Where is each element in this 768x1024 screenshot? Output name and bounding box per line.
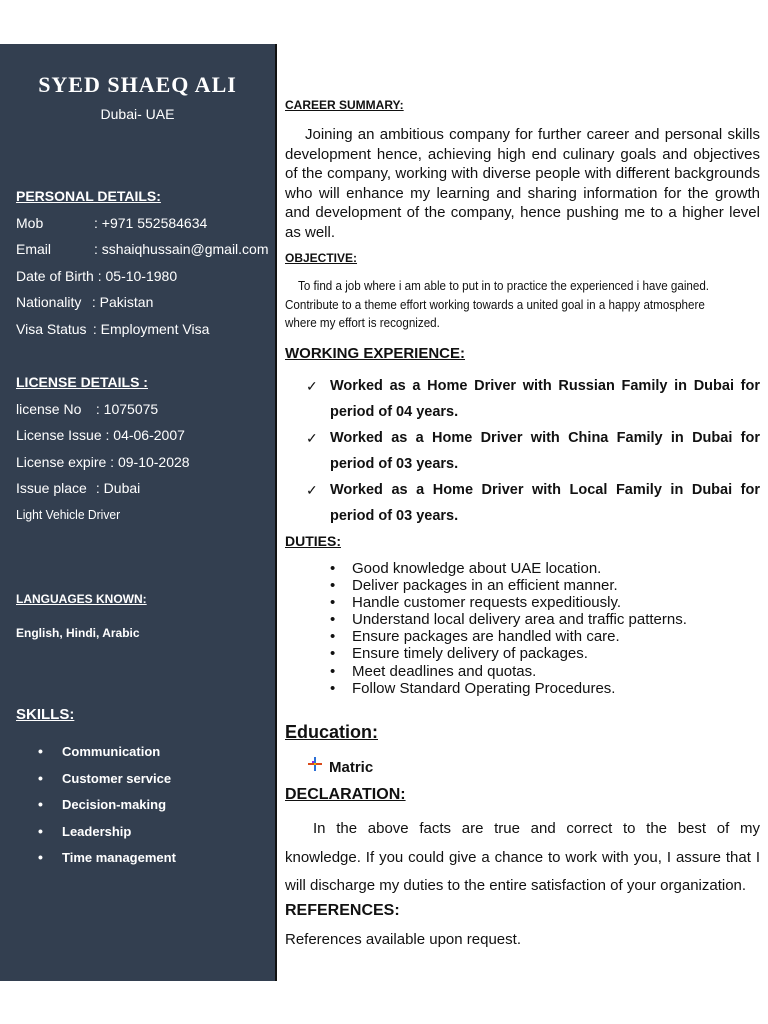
declaration-text: In the above facts are true and correct to the best of my knowledge. If you could give a chance to work with you, I assure that I will discharge my duties to the entire satisfaction of your organization.: [285, 820, 760, 894]
duties-list: [330, 560, 687, 697]
duty-item: • Understand local delivery area and traffic patterns.: [330, 611, 687, 628]
duty-item: • Deliver packages in an efficient manner.: [330, 577, 687, 594]
languages-heading: LANGUAGES KNOWN:: [16, 592, 147, 606]
checkmark-icon: ✓: [306, 482, 318, 498]
duty-item: • Ensure packages are handled with care.: [330, 628, 687, 645]
languages-value: English, Hindi, Arabic: [16, 626, 140, 640]
personal-details-heading: PERSONAL DETAILS:: [16, 188, 161, 204]
personal-label: Date of Birth: [16, 268, 94, 284]
license-value: 1075075: [103, 401, 159, 417]
license-row: [16, 401, 158, 417]
skill-item: • Decision-making: [38, 797, 176, 824]
duty-item: • Follow Standard Operating Procedures.: [330, 680, 687, 697]
personal-sep: :: [94, 215, 102, 231]
experience-text: Worked as a Home Driver with Local Family in Dubai for period of 03 years.: [330, 482, 760, 524]
license-label: License Issue: [16, 427, 102, 443]
license-sep: :: [106, 454, 118, 470]
license-value: 09-10-2028: [117, 454, 190, 470]
skill-item: • Leadership: [38, 824, 176, 851]
license-label: License expire: [16, 454, 107, 470]
experience-item: [306, 425, 760, 477]
personal-sep: :: [94, 241, 102, 257]
objective-heading: OBJECTIVE:: [285, 251, 358, 265]
duty-item: • Meet deadlines and quotas.: [330, 663, 687, 680]
experience-text: Worked as a Home Driver with China Family in Dubai for period of 03 years.: [330, 430, 760, 472]
skill-item: • Customer service: [38, 771, 176, 798]
personal-sep: :: [93, 268, 106, 284]
license-row: [16, 454, 190, 470]
working-experience-heading: WORKING EXPERIENCE:: [285, 345, 466, 362]
skill-item: • Time management: [38, 850, 176, 877]
experience-item: [306, 477, 760, 529]
education-item: [307, 756, 373, 776]
duties-heading: DUTIES:: [285, 533, 341, 549]
personal-row: [16, 294, 153, 310]
personal-label: Mob: [16, 215, 44, 231]
license-label: license No: [16, 401, 82, 417]
education-heading: Education:: [285, 722, 378, 742]
skills-list: [38, 744, 176, 877]
license-note: Light Vehicle Driver: [16, 507, 121, 522]
declaration-heading: DECLARATION:: [285, 786, 406, 803]
personal-row: [16, 268, 177, 284]
checkmark-icon: ✓: [306, 430, 318, 446]
duty-item: • Ensure timely delivery of packages.: [330, 645, 687, 662]
skills-heading: SKILLS:: [16, 706, 75, 723]
career-summary-text: Joining an ambitious company for further career and personal skills development hence, achieving high end culinary goals and objectives of the company, working with diverse people with different backgrounds who will enhance my learning and sharing information for the growth and development of the company, hence pushing me to a higher level as well.: [285, 126, 760, 241]
license-value: Dubai: [103, 480, 141, 496]
license-row: [16, 427, 185, 443]
references-heading: REFERENCES:: [285, 902, 400, 919]
personal-value: 05-10-1980: [105, 268, 178, 284]
personal-value: Employment Visa: [100, 321, 210, 337]
star-cross-icon: [307, 756, 323, 776]
career-summary-heading: CAREER SUMMARY:: [285, 98, 404, 112]
references-text: References available upon request.: [285, 931, 521, 948]
objective-text: To find a job where i am able to put in to practice the experienced i have gained. Contribute to a theme effort working towards a united goal in a happy atmosphere where my effort is recognized.: [285, 279, 710, 330]
license-sep: :: [92, 401, 104, 417]
license-sep: :: [92, 480, 104, 496]
candidate-name: SYED SHAEQ ALI: [38, 72, 237, 97]
personal-sep: :: [88, 294, 100, 310]
license-sep: :: [101, 427, 114, 443]
personal-label: Email: [16, 241, 52, 257]
skill-item: • Communication: [38, 744, 176, 771]
duty-item: • Good knowledge about UAE location.: [330, 560, 687, 577]
experience-text: Worked as a Home Driver with Russian Family in Dubai for period of 04 years.: [330, 378, 760, 420]
license-value: 04-06-2007: [113, 427, 185, 443]
checkmark-icon: ✓: [306, 378, 318, 394]
personal-value: sshaiqhussain@gmail.com: [101, 241, 269, 257]
personal-label: Nationality: [16, 294, 82, 310]
experience-item: [306, 373, 760, 425]
license-label: Issue place: [16, 480, 87, 496]
personal-row: [16, 241, 269, 257]
column-divider: [275, 44, 277, 981]
experience-list: [306, 373, 760, 529]
personal-label: Visa Status: [16, 321, 87, 337]
education-text: Matric: [329, 759, 374, 776]
sidebar: [0, 44, 275, 981]
personal-row: [16, 215, 207, 231]
personal-sep: :: [89, 321, 101, 337]
personal-value: +971 552584634: [101, 215, 208, 231]
personal-value: Pakistan: [99, 294, 154, 310]
candidate-location: Dubai- UAE: [100, 106, 175, 122]
personal-row: [16, 321, 209, 337]
duty-item: • Handle customer requests expeditiously.: [330, 594, 687, 611]
license-row: [16, 480, 140, 496]
license-details-heading: LICENSE DETAILS :: [16, 374, 148, 390]
